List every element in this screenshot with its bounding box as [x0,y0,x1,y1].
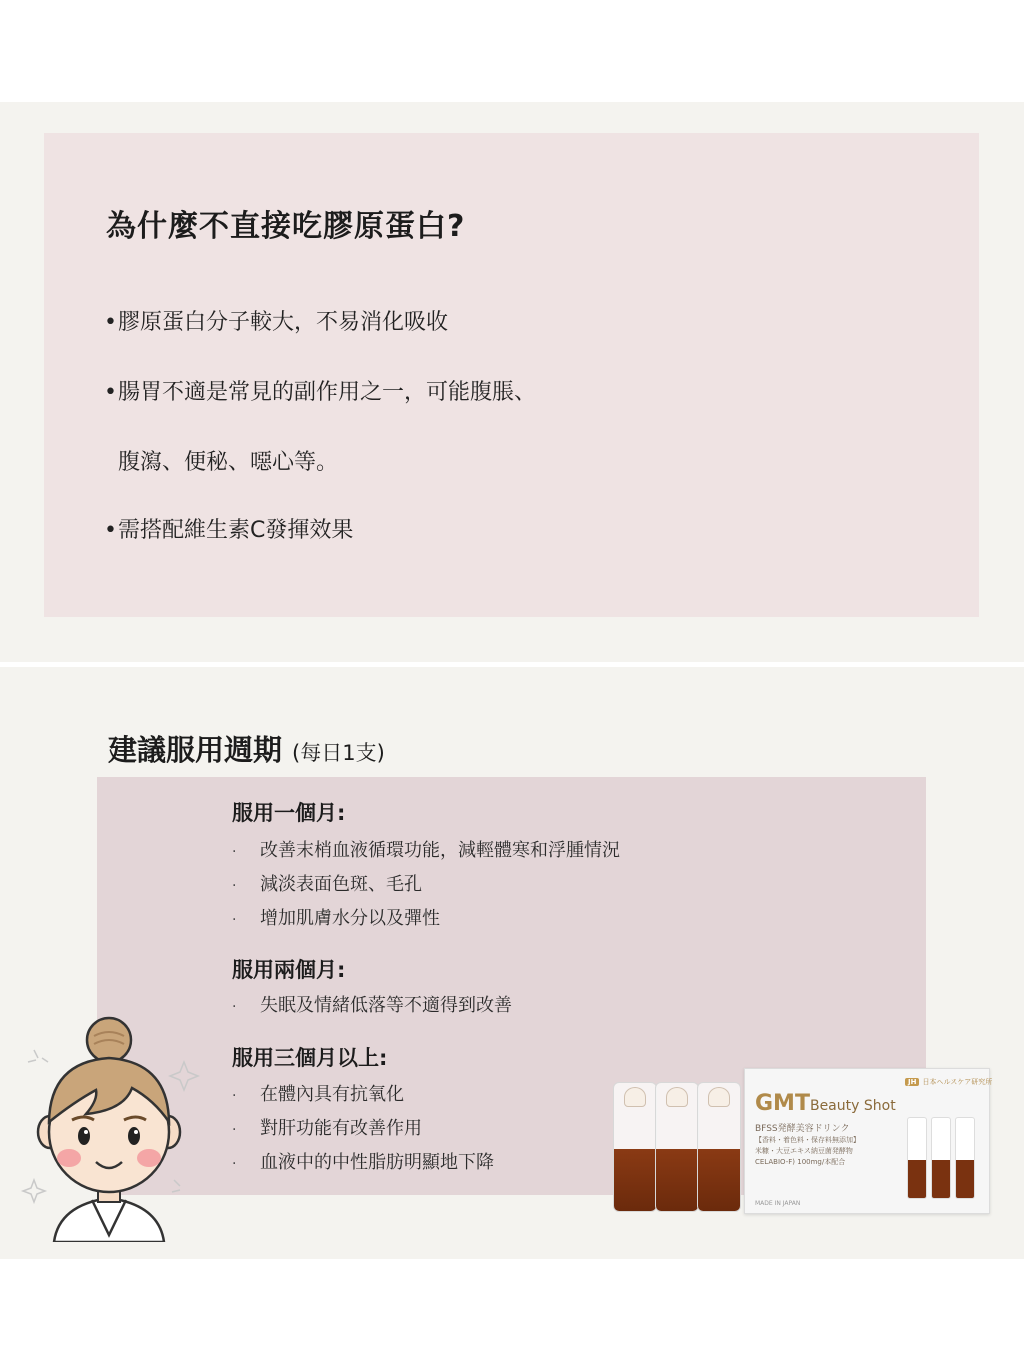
period-heading: 服用一個月: [232,801,346,825]
product-box [744,1068,993,1214]
period-heading: 服用三個月以上: [232,1046,388,1070]
section1-title: 為什麼不直接吃膠原蛋白? [106,209,466,244]
bullet-item: •膠原蛋白分子較大，不易消化吸收 [104,310,449,335]
sparkle-icon [172,1180,180,1192]
period-item: · 減淡表面色斑、毛孔 [232,874,422,895]
product-description: 【香料・着色料・保存料無添加】 [755,1136,860,1144]
section2-title: 建議服用週期 (每日1支) [108,733,385,767]
bullet-dot-icon: • [104,518,117,543]
section2-subtitle: (每日1支) [292,741,385,765]
sparkle-icon [28,1050,48,1062]
period-item: · 失眠及情緒低落等不適得到改善 [232,995,512,1016]
product-description: CELABIO-F) 100mg/本配合 [755,1158,846,1166]
product-image [605,1064,1000,1216]
bullet-item-continuation: 腹瀉、便秘、噁心等。 [118,450,339,475]
bullet-dot-icon: • [104,380,117,405]
period-item: · 改善末梢血液循環功能，減輕體寒和浮腫情況 [232,840,620,861]
period-item: · 在體內具有抗氧化 [232,1084,404,1105]
sparkle-icon [170,1062,198,1090]
girl-illustration [14,1010,204,1242]
period-item: · 增加肌膚水分以及彈性 [232,908,440,929]
collagen-info-card [44,133,979,617]
period-item: · 血液中的中性脂肪明顯地下降 [232,1152,494,1173]
ampoule-vial [613,1082,657,1212]
ampoule-vial [697,1082,741,1212]
ampoule-vial [655,1082,699,1212]
product-description: BFSS発酵美容ドリンク [755,1124,850,1134]
sparkle-icon [23,1180,45,1202]
bullet-dot-icon: • [104,310,117,335]
period-heading: 服用兩個月: [232,958,346,982]
product-brand: GMTBeauty Shot [755,1091,896,1116]
product-description: 米糠・大豆エキス納豆菌発酵物 [755,1147,853,1155]
brand-logo: JH 日本ヘルスケア研究所 [905,1077,992,1087]
made-in-label: MADE IN JAPAN [755,1200,801,1207]
bullet-item: •腸胃不適是常見的副作用之一，可能腹脹、 [104,380,537,405]
bullet-item: •需搭配維生素C發揮效果 [104,518,354,543]
period-item: · 對肝功能有改善作用 [232,1118,422,1139]
